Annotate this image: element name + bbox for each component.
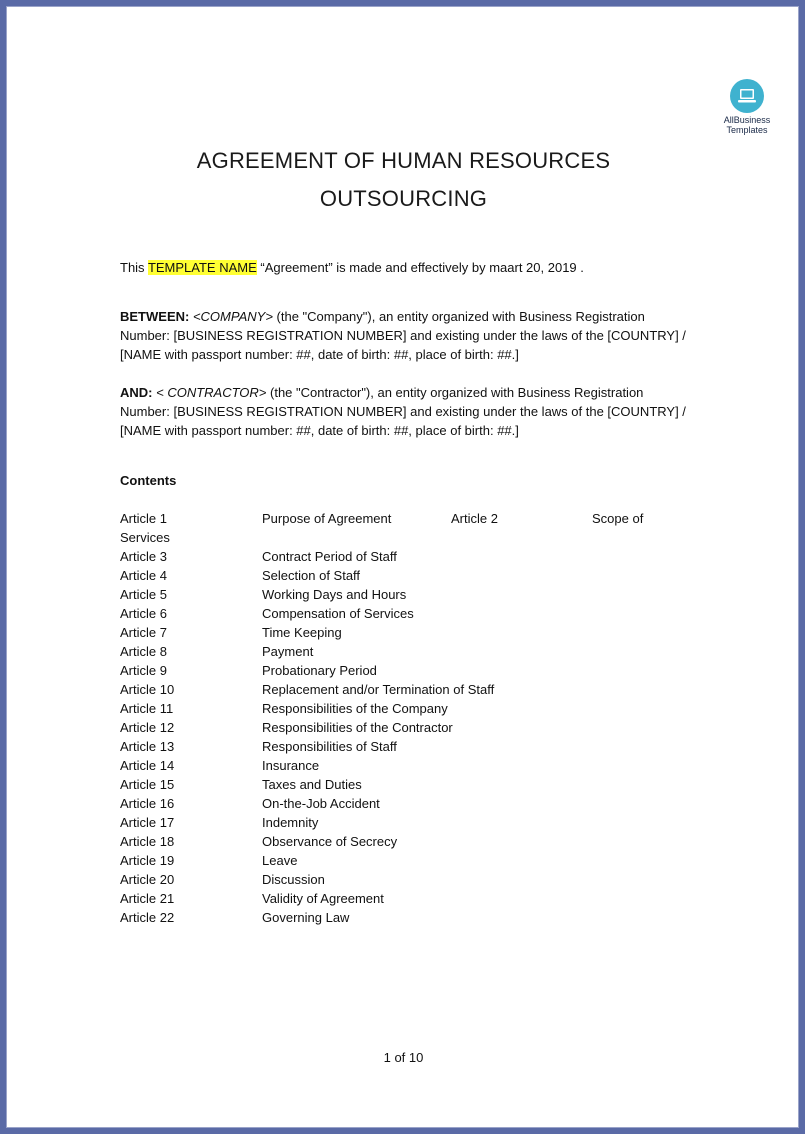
toc-article-number: Article 7	[120, 625, 167, 640]
toc-row	[120, 889, 710, 908]
toc-article-title: Replacement and/or Termination of Staff	[262, 682, 495, 697]
toc-article-number: Article 11	[120, 701, 174, 716]
toc-article-title: Observance of Secrecy	[262, 834, 398, 849]
between-paragraph	[120, 307, 710, 364]
toc-article-title: Discussion	[262, 872, 325, 887]
toc-row	[120, 851, 710, 870]
toc-row	[120, 585, 710, 604]
toc-article-number: Article 19	[120, 853, 175, 868]
toc-article-number: Article 8	[120, 644, 167, 659]
intro-paragraph	[120, 258, 710, 277]
toc-row	[120, 718, 710, 737]
toc-article-title: Scope of	[592, 511, 644, 526]
toc-row-wrap	[120, 528, 710, 547]
laptop-icon	[730, 79, 764, 113]
toc-row	[120, 566, 710, 585]
toc-article-title: Selection of Staff	[262, 568, 361, 583]
toc-article-number: Article 6	[120, 606, 167, 621]
toc-article-number: Article 15	[120, 777, 175, 792]
toc-article-title: Taxes and Duties	[262, 777, 362, 792]
toc-row	[120, 661, 710, 680]
document-page	[6, 6, 799, 1128]
toc-article-title: Responsibilities of Staff	[262, 739, 397, 754]
intro-suffix: “Agreement” is made and effectively by maart 20, 2019 .	[256, 260, 584, 275]
and-paragraph	[120, 383, 710, 440]
toc-article-title: Probationary Period	[262, 663, 377, 678]
toc-row	[120, 794, 710, 813]
toc-article-number: Article 9	[120, 663, 167, 678]
table-of-contents	[120, 509, 710, 927]
toc-article-title: Working Days and Hours	[262, 587, 407, 602]
toc-article-number: Article 14	[120, 758, 175, 773]
between-line3: [NAME with passport number: ##, date of birth: ##, place of birth: ##.]	[120, 347, 519, 362]
logo-text-line2: Templates	[726, 125, 768, 135]
toc-article-title: Compensation of Services	[262, 606, 414, 621]
toc-article-number: Article 5	[120, 587, 167, 602]
toc-article-title: On-the-Job Accident	[262, 796, 380, 811]
toc-article-number: Article 16	[120, 796, 175, 811]
toc-article-number: Article 20	[120, 872, 175, 887]
contractor-placeholder: < CONTRACTOR>	[152, 385, 267, 400]
toc-article-number: Article 17	[120, 815, 175, 830]
toc-article-title: Purpose of Agreement	[262, 511, 392, 526]
toc-article-title: Indemnity	[262, 815, 319, 830]
toc-article-number: Article 22	[120, 910, 175, 925]
document-title-line2: OUTSOURCING	[319, 186, 488, 211]
toc-row	[120, 737, 710, 756]
toc-article-title: Responsibilities of the Contractor	[262, 720, 453, 735]
toc-article-title: Time Keeping	[262, 625, 342, 640]
and-line2: Number: [BUSINESS REGISTRATION NUMBER] and existing under the laws of the [COUNTRY] /	[120, 404, 686, 419]
toc-row	[120, 623, 710, 642]
toc-row	[120, 509, 710, 528]
toc-article-number: Article 13	[120, 739, 175, 754]
toc-row	[120, 756, 710, 775]
toc-article-number: Article 12	[120, 720, 175, 735]
toc-article-number: Article 21	[120, 891, 175, 906]
between-text: (the "Company"), an entity organized with Business Registration	[272, 309, 645, 324]
toc-article-number: Article 4	[120, 568, 167, 583]
toc-article-number: Article 18	[120, 834, 175, 849]
document-title-line1: AGREEMENT OF HUMAN RESOURCES	[196, 148, 611, 173]
toc-row	[120, 547, 710, 566]
toc-row	[120, 813, 710, 832]
toc-article-title: Leave	[262, 853, 298, 868]
page-number: 1 of 10	[383, 1050, 424, 1065]
toc-article-title: Responsibilities of the Company	[262, 701, 448, 716]
intro-prefix: This	[120, 260, 148, 275]
template-name-highlight: TEMPLATE NAME	[147, 260, 257, 275]
toc-article-title: Payment	[262, 644, 314, 659]
toc-article-number: Article 10	[120, 682, 175, 697]
toc-article-title: Governing Law	[262, 910, 350, 925]
toc-article-number: Article 3	[120, 549, 167, 564]
toc-article-title: Insurance	[262, 758, 320, 773]
company-placeholder: <COMPANY>	[189, 309, 273, 324]
toc-row	[120, 908, 710, 927]
toc-row	[120, 680, 710, 699]
toc-row	[120, 870, 710, 889]
and-line3: [NAME with passport number: ##, date of birth: ##, place of birth: ##.]	[120, 423, 519, 438]
toc-wrapped-text: Services	[120, 530, 170, 545]
toc-row	[120, 604, 710, 623]
between-line2: Number: [BUSINESS REGISTRATION NUMBER] and existing under the laws of the [COUNTRY] /	[120, 328, 686, 343]
toc-article-number: Article 2	[451, 511, 498, 526]
toc-row	[120, 642, 710, 661]
toc-article-number: Article 1	[120, 511, 167, 526]
brand-logo	[715, 79, 779, 135]
contents-heading: Contents	[120, 473, 177, 488]
toc-article-title: Contract Period of Staff	[262, 549, 397, 564]
and-text: (the "Contractor"), an entity organized with Business Registration	[266, 385, 644, 400]
toc-row	[120, 699, 710, 718]
and-label: AND:	[120, 385, 153, 400]
toc-article-title: Validity of Agreement	[262, 891, 384, 906]
toc-row	[120, 832, 710, 851]
between-label: BETWEEN:	[120, 309, 190, 324]
logo-text-line1: AllBusiness	[723, 115, 771, 125]
toc-row	[120, 775, 710, 794]
